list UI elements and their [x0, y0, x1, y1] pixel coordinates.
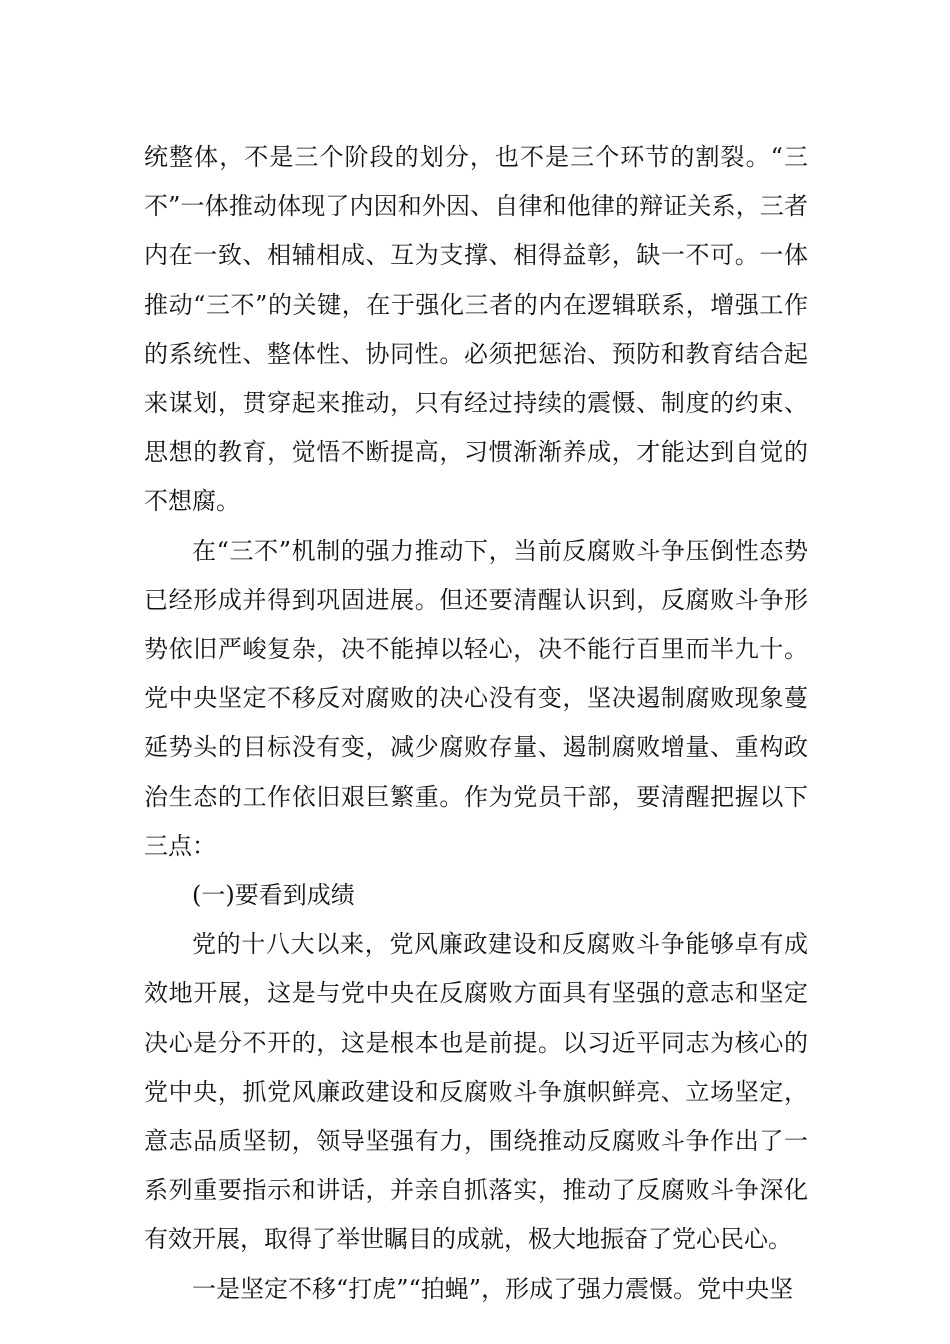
- paragraph-continuation: 统整体，不是三个阶段的划分，也不是三个环节的割裂。“三不”一体推动体现了内因和外因、自律和他律的辩证关系，三者内在一致、相辅相成、互为支撑、相得益彰，缺一不可。一体推动“三不”的关键，在于强化三者的内在逻辑联系，增强工作的系统性、整体性、协同性。必须把惩治、预防和教育结合起来谋划，贯穿起来推动，只有经过持续的震慑、制度的约束、思想的教育，觉悟不断提高，习惯渐渐养成，才能达到自觉的不想腐。: [144, 143, 808, 516]
- section-heading-achievements: (一)要看到成绩: [192, 881, 355, 910]
- document-body: [144, 133, 808, 1314]
- paragraph-first-point: 一是坚定不移“打虎”“拍蝇”，形成了强力震慑。党中央坚: [192, 1274, 794, 1303]
- paragraph-since-18th-congress: 党的十八大以来，党风廉政建设和反腐败斗争能够卓有成效地开展，这是与党中央在反腐败方面具有坚强的意志和坚定决心是分不开的，这是根本也是前提。以习近平同志为核心的党中央，抓党风廉政建设和反腐败斗争旗帜鲜亮、立场坚定，意志品质坚韧，领导坚强有力，围绕推动反腐败斗争作出了一系列重要指示和讲话，并亲自抓落实，推动了反腐败斗争深化有效开展，取得了举世瞩目的成就，极大地振奋了党心民心。: [144, 930, 808, 1254]
- paragraph-anti-corruption-situation: 在“三不”机制的强力推动下，当前反腐败斗争压倒性态势已经形成并得到巩固进展。但还要清醒认识到，反腐败斗争形势依旧严峻复杂，决不能掉以轻心，决不能行百里而半九十。党中央坚定不移反对腐败的决心没有变，坚决遏制腐败现象蔓延势头的目标没有变，减少腐败存量、遏制腐败增量、重构政治生态的工作依旧艰巨繁重。作为党员干部，要清醒把握以下三点：: [144, 536, 808, 860]
